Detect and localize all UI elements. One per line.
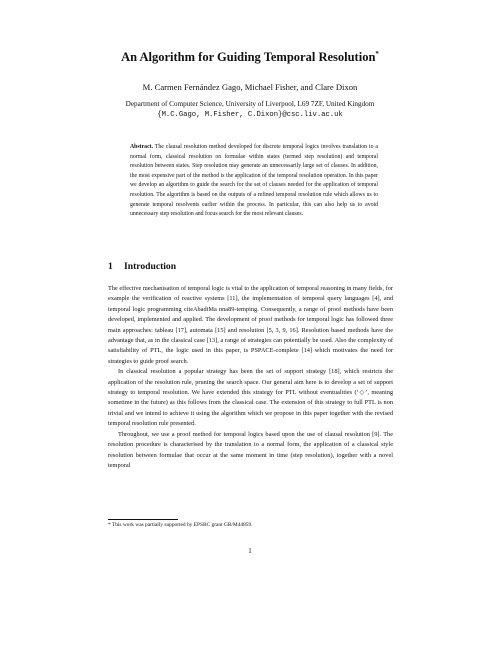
abstract-label: Abstract. — [130, 144, 154, 150]
abstract — [130, 143, 378, 220]
section-title: Introduction — [124, 261, 177, 272]
paragraph: In classical resolution a popular strategy has been the set of support strategy [18], which restricts the application of the resolution rule, pruning the search space. Our general aim here is to develop a set of support strategy to temporal resolution. We have extended this strategy for PTL without eventualities (‘◇’, meaning sometime in the future) as this follows from the classical case. The extension of this strategy to full PTL is non trivial and we intend to achieve it using the algorithm which we propose in this paper together with the revised temporal resolution rule presented. — [108, 368, 393, 428]
abstract-text: The clausal resolution method developed for discrete temporal logics involves translation to a normal form, classical resolution on formulae within states (termed step resolution) and temporal resolution between states. Step resolution may generate an unnecessarily large set of clauses. In addition, the most expensive part of the method is the application of the temporal resolution operation. In this paper we develop an algorithm to guide the search for the set of clauses needed for the application of temporal resolution. The algorithm is based on the outputs of a refined temporal resolution rule which allows us to generate temporal resolvents earlier within the process. In particular, this can also help us to avoid unnecessary step resolution and focus search for the most relevant clauses. — [130, 144, 378, 218]
section-body — [108, 284, 393, 471]
title-footnote-mark: * — [375, 50, 379, 58]
paper-title — [0, 50, 500, 65]
paragraph: Throughout, we use a proof method for temporal logics based upon the use of clausal resolution [9]. The resolution procedure is characterised by the translation to a normal form, the application of a classical style resolution between formulae that occur at the same moment in time (step resolution), together with a novel temporal — [108, 430, 393, 469]
section-heading — [108, 261, 176, 272]
author-emails: {M.C.Gago, M.Fisher, C.Dixon}@csc.liv.ac.uk — [157, 111, 343, 119]
paragraph: The effective mechanisation of temporal logic is vital to the application of temporal reasoning in many fields, for example the verification of reactive systems [11], the implementation of temporal query languages [4], and temporal logic programming citeAbadiMa nna89-temping. Consequently, a range of proof methods have been developed, implemented and applied. The development of proof methods for temporal logic has followed three main approaches: tableau [17], automata [15] and resolution [5, 3, 9, 16]. Resolution based methods have the advantage that, as in the classical case [13], a range of strategies can potentially be used. Also the complexity of satisfiability of PTL, the logic used in this paper, is PSPACE-complete [14] which motivates the need for strategies to guide proof search. — [108, 285, 393, 365]
page-number: 1 — [248, 547, 252, 555]
section-number: 1 — [108, 261, 113, 272]
footnote-rule — [108, 519, 178, 520]
footnote: * This work was partially supported by EPSRC grant GR/M44859. — [108, 522, 253, 528]
paper-title-text: An Algorithm for Guiding Temporal Resolution — [121, 50, 376, 65]
affiliation: Department of Computer Science, University of Liverpool, L69 7ZF, United Kingdom — [125, 100, 375, 108]
author-list: M. Carmen Fernández Gago, Michael Fisher, and Clare Dixon — [142, 82, 358, 92]
